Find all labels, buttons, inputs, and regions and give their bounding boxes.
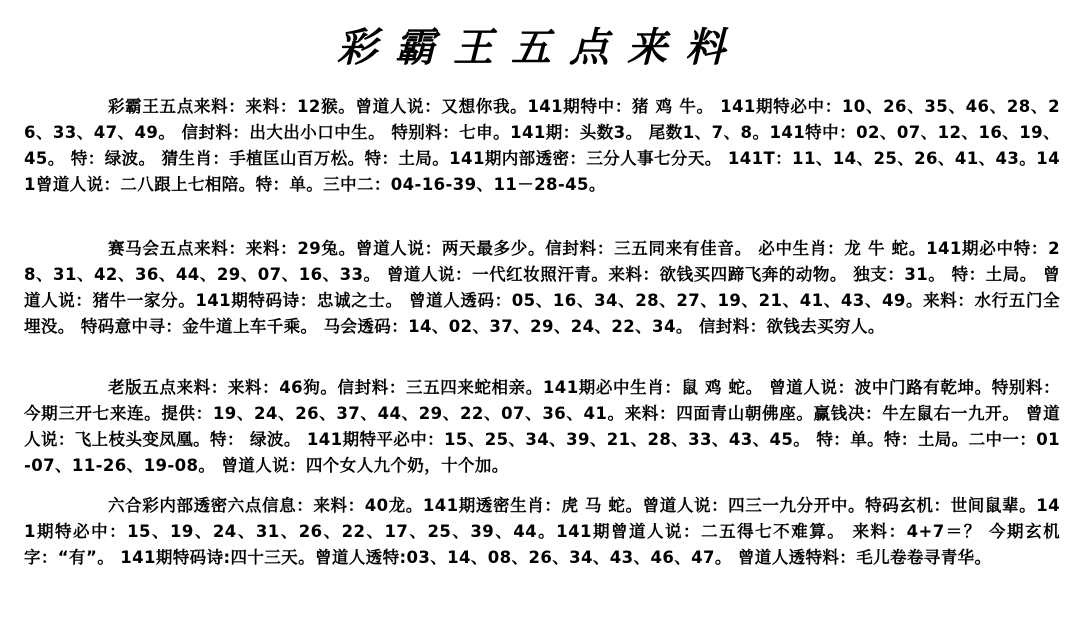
paragraph-liuhecai: 六合彩内部透密六点信息：来料：40龙。141期透密生肖：虎 马 蛇。曾道人说：四三一九分开中。特码玄机：世间鼠辈。141期特必中：15、19、24、31、26、22、17、25、39、44。141期曾道人说：二五得七不难算。 来料：4+7＝？ 今期玄机字：“有”。 141期特码诗:四十三天。曾道人透特:03、14、08、26、34、43、46、47。 曾道人透特料：毛儿卷卷寻青华。 (24, 496, 1060, 567)
paragraph-caibawang: 彩霸王五点来料：来料：12猴。曾道人说：又想你我。141期特中：猪 鸡 牛。 141期特必中：10、26、35、46、28、26、33、47、49。 信封料：出大出小口中生。 特别料：七申。141期：头数3。 尾数1、7、8。141特中：02、07、12、16、19、45。 特：绿波。 猜生肖：手植匡山百万松。特：土局。141期内部透密：三分人事七分天。 141T：11、14、25、26、41、43。141曾道人说：二八跟上七相陪。特：单。三中二：04-16-39、11－28-45。 (24, 97, 1060, 194)
page-title: 彩霸王五点来料 (337, 24, 743, 71)
paragraph-laoban: 老版五点来料：来料：46狗。信封料：三五四来蛇相亲。141期必中生肖：鼠 鸡 蛇。 曾道人说：波中门路有乾坤。特别料：今期三开七来连。提供：19、24、26、37、44、29、22、07、36、41。来料：四面青山朝佛座。赢钱决：牛左鼠右一九开。 曾道人说：飞上枝头变凤凰。特： 绿波。 141期特平必中：15、25、34、39、21、28、33、43、45。 特：单。特：土局。二中一：01-07、11-26、19-08。 曾道人说：四个女人九个奶，十个加。 (24, 378, 1060, 475)
paragraph-saimahui: 赛马会五点来料：来料：29兔。曾道人说：两天最多少。信封料：三五同来有佳音。 必中生肖：龙 牛 蛇。141期必中特：28、31、42、36、44、29、07、16、33。 曾道人说：一代红妆照汗青。来料：欲钱买四蹄飞奔的动物。 独支：31。 特：土局。 曾道人说：猪牛一家分。141期特码诗：忠诚之士。 曾道人透码：05、16、34、28、27、19、21、41、43、49。来料：水行五门全埋没。 特码意中寻：金牛道上车千乘。 马会透码：14、02、37、29、24、22、34。 信封料：欲钱去买穷人。 (24, 239, 1060, 336)
